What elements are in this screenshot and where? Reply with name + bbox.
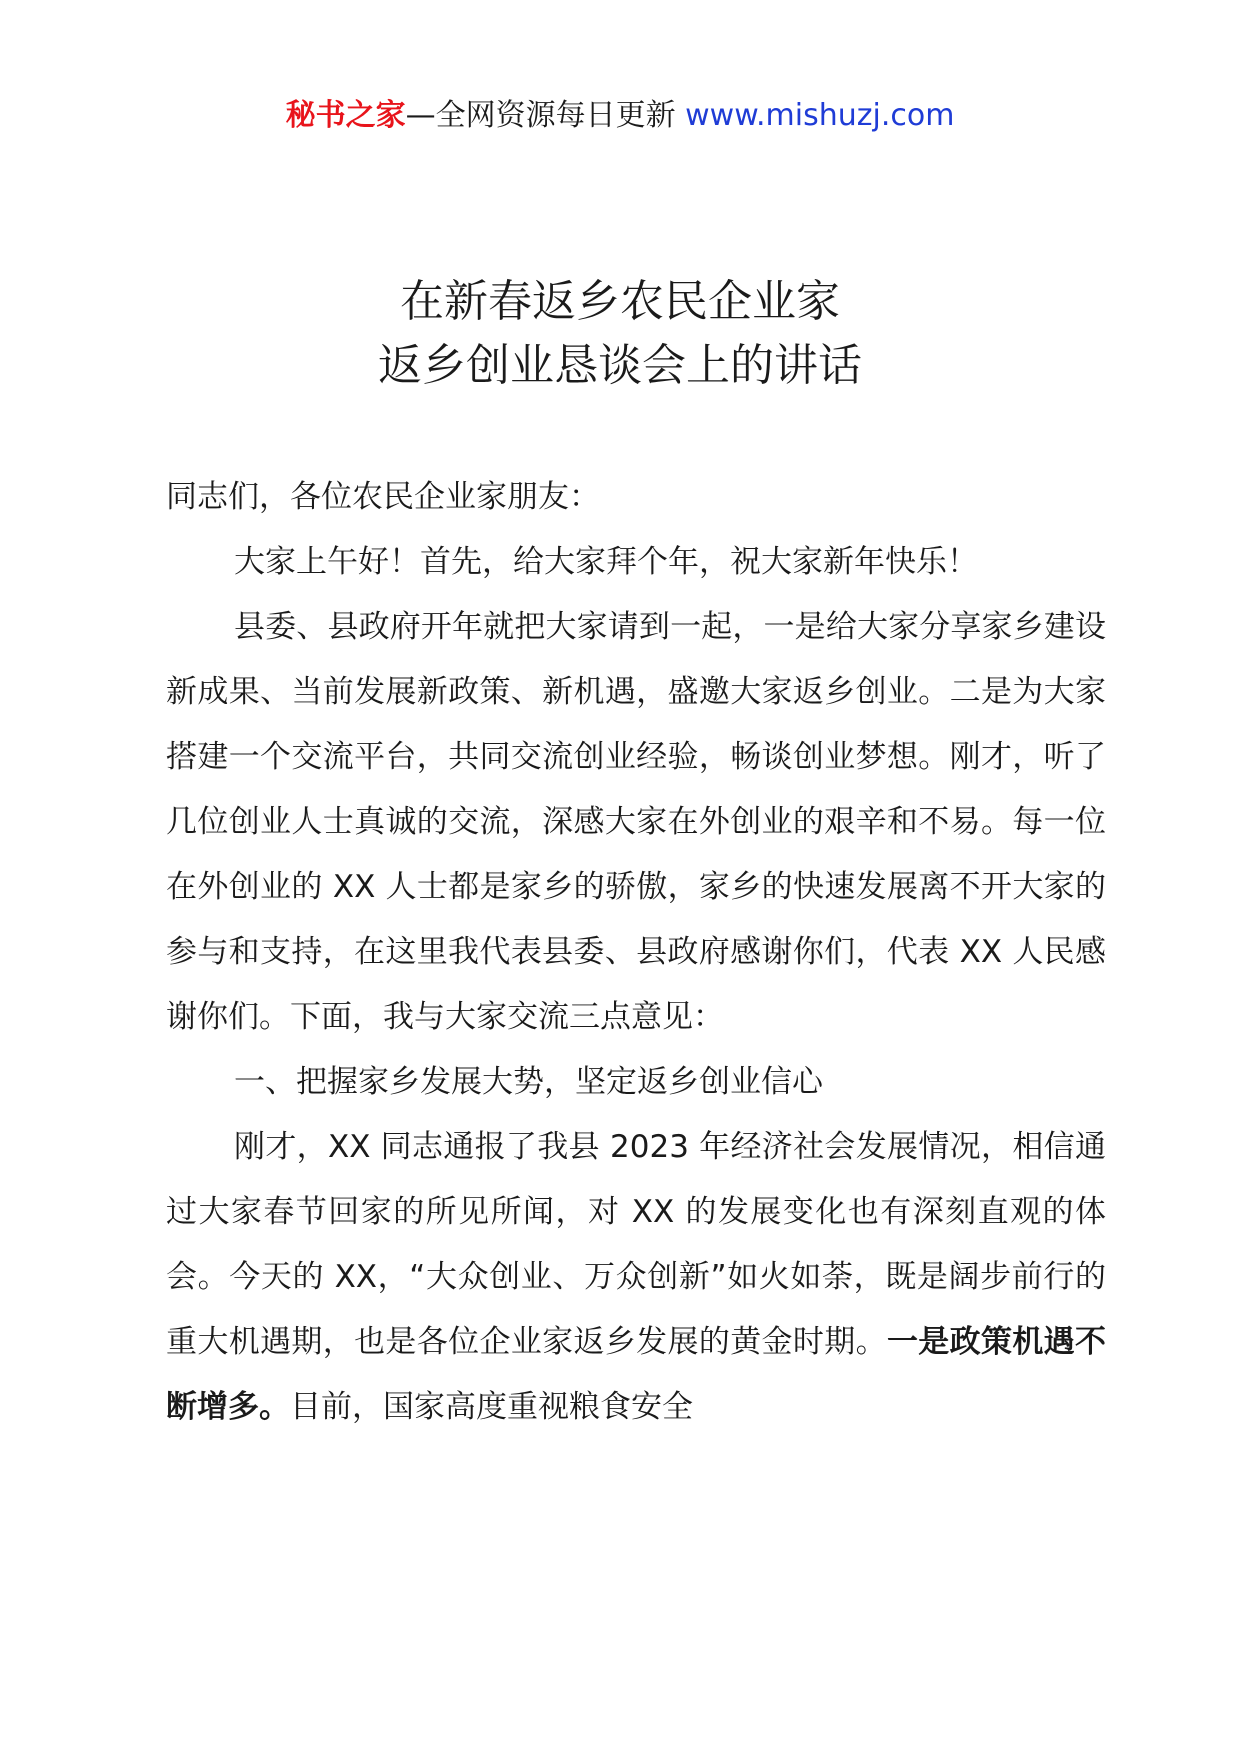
salutation: 同志们，各位农民企业家朋友： [166, 479, 600, 515]
document-title [0, 270, 1240, 398]
site-brand: 秘书之家 [285, 98, 406, 133]
site-url-link[interactable]: www.mishuzj.com [685, 98, 955, 133]
paragraph-greeting: 大家上午好！首先，给大家拜个年，祝大家新年快乐！ [234, 544, 978, 580]
paragraph-section-1-bold: 一是政策机遇不断增多。 [166, 1324, 1107, 1425]
section-heading-1: 一、把握家乡发展大势，坚定返乡创业信心 [234, 1064, 823, 1100]
site-header [0, 96, 1240, 136]
title-line-2: 返乡创业恳谈会上的讲话 [378, 340, 862, 391]
paragraph-section-1 [166, 1115, 1106, 1440]
site-tagline: —全网资源每日更新 [405, 98, 676, 133]
paragraph-intro: 县委、县政府开年就把大家请到一起，一是给大家分享家乡建设新成果、当前发展新政策、新机遇，盛邀大家返乡创业。二是为大家搭建一个交流平台，共同交流创业经验，畅谈创业梦想。刚才，听了几位创业人士真诚的交流，深感大家在外创业的艰辛和不易。每一位在外创业的 XX 人士都是家乡的骄傲，家乡的快速发展离不开大家的参与和支持，在这里我代表县委、县政府感谢你们，代表 XX 人民感谢你们。下面，我与大家交流三点意见： [166, 609, 1106, 1035]
paragraph-section-1-start: 刚才，XX 同志通报了我县 2023 年经济社会发展情况，相信通过大家春节回家的所见所闻，对 XX 的发展变化也有深刻直观的体会。今天的 XX，“大众创业、万众创新”如火如荼，既是阔步前行的重大机遇期，也是各位企业家返乡发展的黄金时期。 [166, 1129, 1106, 1360]
title-line-1: 在新春返乡农民企业家 [400, 276, 840, 327]
document-body [166, 465, 1106, 1440]
paragraph-section-1-end: 目前，国家高度重视粮食安全 [290, 1389, 693, 1425]
